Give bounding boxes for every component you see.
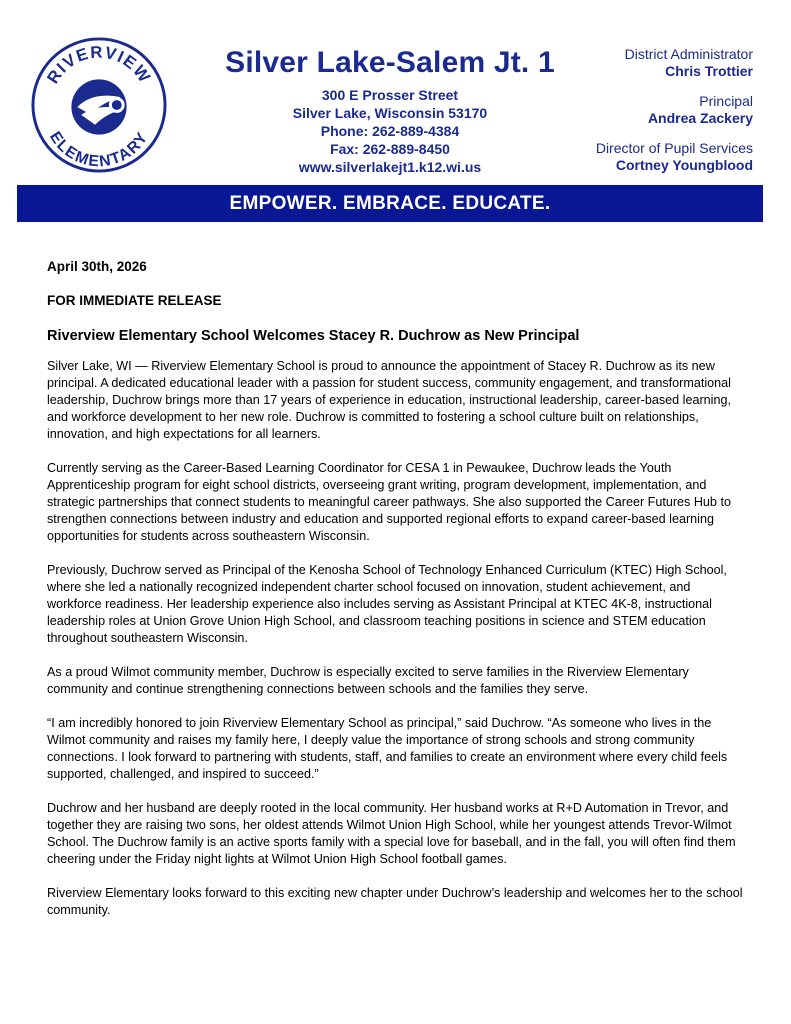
staff-name: Andrea Zackery (647, 110, 753, 126)
logo-top-text: RIVERVIEW (43, 42, 155, 87)
district-website: www.silverlakejt1.k12.wi.us (298, 159, 482, 175)
staff-entry (533, 46, 753, 80)
body-paragraph: Currently serving as the Career-Based Learning Coordinator for CESA 1 in Pewaukee, Duchrow leads the Youth Apprenticeship program for eight school districts, overseeing grant writing, program development, implementation, and strategic partnerships that connect students to meaningful career pathways. She also supported the Career Futures Hub to strengthen connections between industry and education and supported regional efforts to expand career-based learning opportunities for students across southeastern Wisconsin. (47, 461, 731, 543)
staff-entry (533, 140, 753, 174)
body-paragraph: Duchrow and her husband are deeply rooted in the local community. Her husband works at R+D Automation in Trevor, and together they are raising two sons, her oldest attends Wilmot Union High School, while her youngest attends Trevor-Wilmot School. The Duchrow family is an active sports family with a special love for baseball, and in the fall, you will often find them cheering under the Friday night lights at Wilmot Union High School football games. (47, 801, 736, 866)
district-address-line1: 300 E Prosser Street (321, 87, 459, 103)
release-date: April 30th, 2026 (47, 259, 147, 274)
release-headline: Riverview Elementary School Welcomes Stacey R. Duchrow as New Principal (47, 328, 580, 344)
flaming-ball-icon (71, 79, 126, 134)
logo-bottom-text: ELEMENTARY (46, 128, 152, 171)
staff-directory (533, 46, 753, 187)
letterhead (0, 0, 791, 185)
district-name: Silver Lake-Salem Jt. 1 (225, 46, 555, 79)
staff-role: Director of Pupil Services (595, 140, 753, 156)
body-paragraph: Riverview Elementary looks forward to this exciting new chapter under Duchrow’s leadership and welcomes her to the school community. (47, 886, 743, 917)
body-paragraph: Previously, Duchrow served as Principal of the Kenosha School of Technology Enhanced Curriculum (KTEC) High School, where she led a nationally recognized independent charter school focused on innovation, student achievement, and workforce readiness. Her leadership experience also includes serving as Assistant Principal at KTEC 4K-8, instructional leadership roles at Union Grove Union High School, and classroom teaching positions in science and STEM education throughout southeastern Wisconsin. (47, 563, 727, 645)
release-label: FOR IMMEDIATE RELEASE (47, 293, 222, 308)
body-paragraph: Silver Lake, WI — Riverview Elementary School is proud to announce the appointment of Stacey R. Duchrow as its new principal. A dedicated educational leader with a passion for student success, community engagement, and transformational leadership, Duchrow brings more than 17 years of experience in education, instructional leadership, career-based learning, and workforce development to her new role. Duchrow is committed to fostering a school culture built on relationships, innovation, and high expectations for all learners. (47, 359, 731, 441)
press-release-body (47, 258, 747, 936)
body-paragraph: As a proud Wilmot community member, Duchrow is especially excited to serve families in the Riverview Elementary community and continue strengthening connections between schools and the families they serve. (47, 665, 689, 696)
district-address-line2: Silver Lake, Wisconsin 53170 (292, 105, 488, 121)
staff-name: Chris Trottier (665, 63, 753, 79)
district-phone: Phone: 262-889-4384 (320, 123, 460, 139)
motto-banner: EMPOWER. EMBRACE. EDUCATE. (17, 185, 763, 222)
staff-role: District Administrator (624, 46, 753, 62)
staff-name: Cortney Youngblood (615, 157, 753, 173)
staff-entry (533, 93, 753, 127)
body-paragraph: “I am incredibly honored to join Riverview Elementary School as principal,” said Duchrow. “As someone who lives in the Wilmot community and raises my family here, I deeply value the importance of strong schools and strong community connections. I look forward to partnering with students, staff, and families to create an environment where every child feels supported, challenged, and inspired to succeed.” (47, 716, 728, 781)
district-fax: Fax: 262-889-8450 (330, 141, 450, 157)
riverview-elementary-logo (30, 36, 168, 174)
staff-role: Principal (699, 93, 753, 109)
district-info (190, 46, 590, 176)
